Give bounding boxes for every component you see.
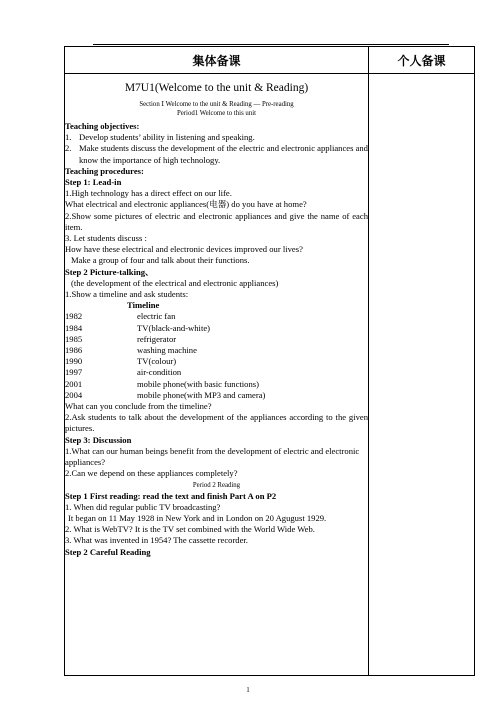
timeline-list [65, 311, 368, 401]
step1-line: What electrical and electronic appliances(电器) do you have at home? [65, 199, 307, 210]
timeline-row: 1997 air-condition [65, 367, 182, 378]
step2-heading: Step 2 Picture-talking、 [65, 266, 154, 277]
p2-step1-line: 3. What was invented in 1954? The cassette recorder. [65, 535, 248, 546]
period2-heading: Period 2 Reading [192, 481, 241, 489]
timeline-row: 1984 TV(black-and-white) [65, 322, 211, 333]
section-line: Section Ⅰ Welcome to the unit & Reading — Pre-reading [139, 101, 294, 108]
step1-line: 1.High technology has a direct effect on our life. [65, 188, 232, 199]
p2-step1-line: It began on 11 May 1928 in New York and in London on 20 Agugust 1929. [68, 512, 327, 523]
objective-item: 2. Make students discuss the development of the electric and electronic appliances and know the importance of high technology. [65, 143, 368, 165]
p2-step1-heading: Step 1 First reading: read the text and finish Part A on P2 [65, 490, 277, 501]
step2-after-line: What can you conclude from the timeline? [65, 401, 212, 412]
timeline-row: 1986 washing machine [65, 345, 197, 356]
step1-line: 3. Let students discuss : [65, 233, 147, 244]
timeline-title: Timeline [127, 300, 160, 311]
timeline-row: 2004 mobile phone(with MP3 and camera) [65, 389, 266, 400]
personal-prep-header: 个人备课 [369, 47, 475, 74]
p2-step2-heading: Step 2 Careful Reading [65, 546, 151, 557]
timeline-row: 2001 mobile phone(with basic functions) [65, 378, 259, 389]
procedures-heading: Teaching procedures: [65, 165, 144, 176]
step1-heading: Step 1: Lead-in [65, 177, 122, 188]
step3-line: 2.Can we depend on these appliances completely? [65, 468, 238, 479]
step1-indent-line: Make a group of four and talk about their functions. [71, 255, 250, 266]
collective-prep-header: 集体备课 [65, 47, 369, 74]
p2-step1-line: 1. When did regular public TV broadcasting? [65, 501, 221, 512]
page-number: 1 [246, 686, 250, 694]
period1-heading: Period1 Welcome to this unit [177, 110, 256, 117]
lesson-title: M7U1(Welcome to the unit & Reading) [124, 82, 309, 94]
objective-item: 1. Develop students’ ability in listening and speaking. [65, 132, 255, 143]
timeline-row: 1982 electric fan [65, 311, 176, 322]
timeline-row: 1985 refrigerator [65, 333, 177, 344]
step1-line: 2.Show some pictures of electric and electronic appliances and give the name of each item. [65, 210, 368, 232]
objectives-heading: Teaching objectives: [65, 121, 140, 131]
collective-prep-content [65, 74, 369, 676]
step1-line: How have these electrical and electronic devices improved our lives? [65, 244, 303, 255]
step2-show-line: 1.Show a timeline and ask students: [65, 289, 189, 300]
step3-line: 1.What can our human beings benefit from the development of electric and electronic appliances? [65, 445, 360, 468]
step2-after-line: 2.Ask students to talk about the development of the appliances according to the given pictures. [65, 412, 368, 434]
step2-subheading: (the development of the electrical and electronic appliances) [71, 277, 279, 288]
lesson-plan-table [64, 46, 475, 676]
personal-prep-column [369, 74, 475, 676]
timeline-row: 1990 TV(colour) [65, 356, 177, 367]
step3-heading: Step 3: Discussion [65, 434, 132, 445]
header-rule [93, 44, 449, 45]
p2-step1-line: 2. What is WebTV? It is the TV set combined with the World Wide Web. [65, 524, 315, 535]
